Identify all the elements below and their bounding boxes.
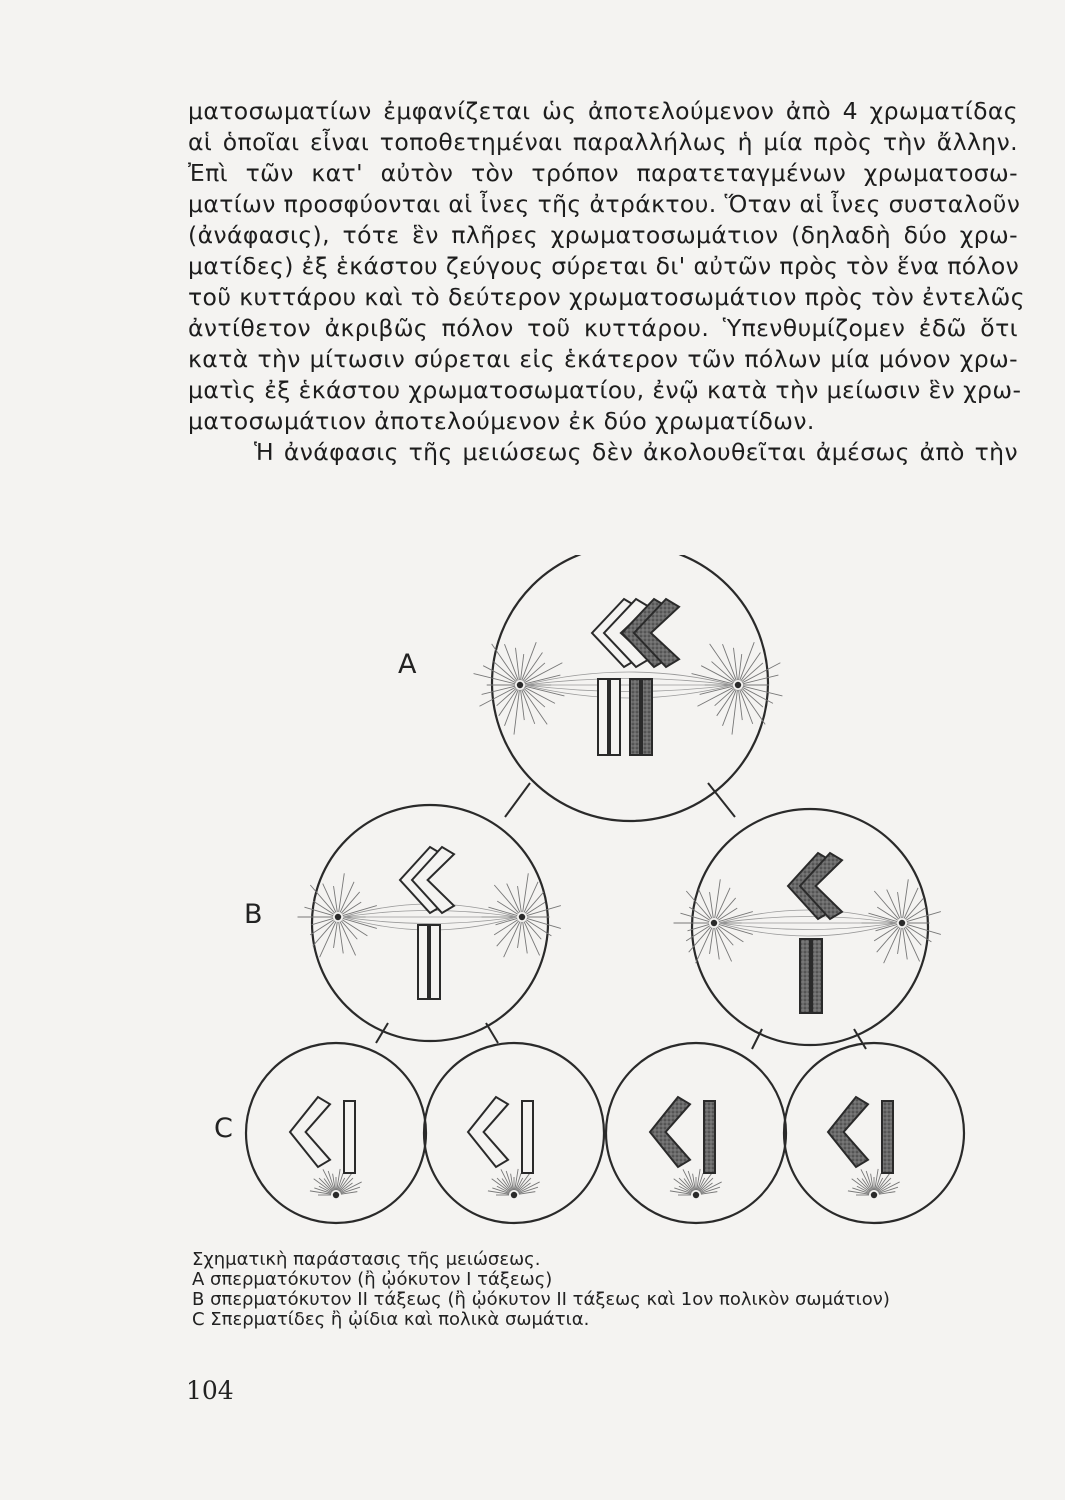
- aster-a-right-ray: [723, 690, 737, 726]
- aster-b-left-1-centriole: [335, 914, 341, 920]
- aster-c-2-centriole: [511, 1192, 517, 1198]
- aster-a-right-ray: [741, 652, 761, 680]
- aster-b-left-2-ray: [497, 921, 519, 946]
- chromosome-a-rod-white-1: [598, 679, 608, 755]
- aster-a-right-ray: [741, 689, 765, 724]
- aster-a-left-ray: [492, 644, 518, 681]
- aster-c-1-centriole: [333, 1192, 339, 1198]
- spindle-b-right: [719, 923, 897, 930]
- meiosis-figure: [0, 555, 1065, 1245]
- text-line: ματὶς ἐξ ἑκάστου χρωματοσωματίου, ἐνῷ κατὰ τὴν μείωσιν ἓν χρω-: [188, 376, 1022, 404]
- aster-a-left-ray: [523, 652, 543, 680]
- chromosome-c-4-chevron: [828, 1097, 868, 1167]
- connector-a-b-left: [505, 783, 530, 817]
- chromosome-b-left-rod-2: [430, 925, 440, 999]
- aster-b-right-2-ray: [874, 891, 898, 919]
- meiosis-diagram: [0, 555, 1065, 1245]
- page-number: 104: [186, 1376, 234, 1405]
- aster-a-left-ray: [514, 690, 519, 735]
- aster-b-left-2-ray: [525, 892, 543, 913]
- chromosome-b-left-chevron-2: [412, 847, 454, 913]
- aster-b-right-2-ray: [905, 898, 923, 919]
- chromosome-a-rod-dark-2: [642, 679, 652, 755]
- chromosome-b-right-rod-1: [800, 939, 810, 1013]
- chromosome-b-left-rod-1: [418, 925, 428, 999]
- aster-b-left-2-ray: [523, 873, 529, 912]
- aster-b-right-2-ray: [877, 927, 899, 952]
- aster-a-left-ray: [505, 644, 519, 680]
- chromosome-c-3-chevron: [650, 1097, 690, 1167]
- text-line: ματοσωματίων ἐμφανίζεται ὡς ἀποτελούμενον ἀπὸ 4 χρωματίδας: [188, 97, 1018, 125]
- aster-a-left-ray: [505, 690, 519, 726]
- aster-b-right-1-ray: [688, 924, 710, 930]
- chromosome-b-right-chevron-2: [800, 853, 842, 919]
- aster-b-right-1-ray: [686, 891, 710, 919]
- connector-b-c-2: [486, 1023, 498, 1043]
- aster-b-left-2-centriole: [519, 914, 525, 920]
- aster-a-right-ray: [712, 662, 735, 682]
- stage-label-a: A: [398, 649, 417, 680]
- aster-b-left-2-ray: [494, 885, 518, 913]
- aster-b-left-1-ray: [312, 918, 334, 924]
- chromosome-c-2-chevron: [468, 1097, 508, 1167]
- chromosome-c-2-rod: [522, 1101, 533, 1173]
- aster-b-left-1-ray: [341, 892, 359, 913]
- caption-line-a: A σπερματόκυτον (ἢ ᾠόκυτον I τάξεως): [192, 1269, 553, 1290]
- aster-b-right-1-ray: [717, 898, 735, 919]
- aster-b-right-1-ray: [715, 879, 721, 918]
- text-line: αἱ ὁποῖαι εἶναι τοποθετημέναι παραλλήλως ἡ μία πρὸς τὴν ἄλλην.: [188, 128, 1018, 156]
- aster-b-right-1-centriole: [711, 920, 717, 926]
- stage-label-c: C: [214, 1113, 233, 1144]
- text-line: ματίδες) ἐξ ἑκάστου ζεύγους σύρεται δι' αὐτῶν πρὸς τὸν ἕνα πόλον: [188, 252, 1020, 280]
- chromosome-c-4-rod: [882, 1101, 893, 1173]
- chromosome-a-rod-white-2: [610, 679, 620, 755]
- aster-b-right-2-ray: [903, 879, 909, 918]
- aster-a-left-ray: [522, 642, 536, 680]
- text-line: ματίων προσφύονται αἱ ἶνες τῆς ἀτράκτου. Ὅταν αἱ ἶνες συσταλοῦν: [188, 190, 1021, 218]
- text-line: (ἀνάφασις), τότε ἓν πλῆρες χρωματοσωμάτιον (δηλαδὴ δύο χρω-: [188, 221, 1018, 249]
- aster-a-left-ray: [523, 689, 547, 724]
- aster-a-right-ray: [717, 689, 735, 716]
- stage-label-b: B: [244, 899, 263, 930]
- aster-a-right-ray: [723, 644, 737, 680]
- caption-line-b: B σπερματόκυτον II τάξεως (ἢ ᾠόκυτον II τάξεως καὶ 1ον πολικὸν σωμάτιον): [192, 1289, 890, 1310]
- aster-a-left-centriole: [517, 682, 523, 688]
- aster-a-right-ray: [740, 642, 754, 680]
- aster-a-left-ray: [499, 689, 517, 716]
- text-line: Ἡ ἀνάφασις τῆς μειώσεως δὲν ἀκολουθεῖται ἀμέσως ἀπὸ τὴν: [254, 438, 1018, 466]
- spindle-b-left: [343, 917, 517, 924]
- caption-title: Σχηματικὴ παράστασις τῆς μειώσεως.: [192, 1249, 541, 1270]
- aster-b-left-1-ray: [313, 921, 335, 946]
- text-line: ματοσωμάτιον ἀποτελούμενον ἐκ δύο χρωματίδων.: [188, 407, 815, 435]
- text-line: τοῦ κυττάρου καὶ τὸ δεύτερον χρωματοσωμάτιον πρὸς τὸν ἐντελῶς: [188, 283, 1025, 311]
- aster-a-right-ray: [710, 644, 736, 681]
- connector-a-b-right: [708, 783, 735, 817]
- aster-c-3-centriole: [693, 1192, 699, 1198]
- chromosome-a-rod-dark-1: [630, 679, 640, 755]
- caption-line-c: C Σπερματίδες ἢ ᾠίδια καὶ πολικὰ σωμάτια.: [192, 1309, 590, 1330]
- spindle-b-right: [719, 917, 897, 924]
- aster-a-left-ray: [494, 662, 517, 682]
- text-line: Ἐπὶ τῶν κατ' αὐτὸν τὸν τρόπον παρατεταγμένων χρωματοσω-: [188, 159, 1018, 187]
- body-text: [188, 96, 1025, 468]
- aster-c-4-centriole: [871, 1192, 877, 1198]
- chromosome-c-3-rod: [704, 1101, 715, 1173]
- aster-a-right-ray: [732, 690, 737, 735]
- aster-b-right-2-centriole: [899, 920, 905, 926]
- chromosome-c-1-chevron: [290, 1097, 330, 1167]
- aster-b-left-1-ray: [339, 873, 345, 912]
- chromosome-b-right-rod-2: [812, 939, 822, 1013]
- text-line: ἀντίθετον ἀκριβῶς πόλον τοῦ κυττάρου. Ὑπενθυμίζομεν ἐδῶ ὅτι: [188, 314, 1018, 342]
- chromosome-c-1-rod: [344, 1101, 355, 1173]
- text-line: κατὰ τὴν μίτωσιν σύρεται εἰς ἑκάτερον τῶν πόλων μία μόνον χρω-: [188, 345, 1018, 373]
- aster-a-right-centriole: [735, 682, 741, 688]
- figure-caption: [192, 1250, 1022, 1330]
